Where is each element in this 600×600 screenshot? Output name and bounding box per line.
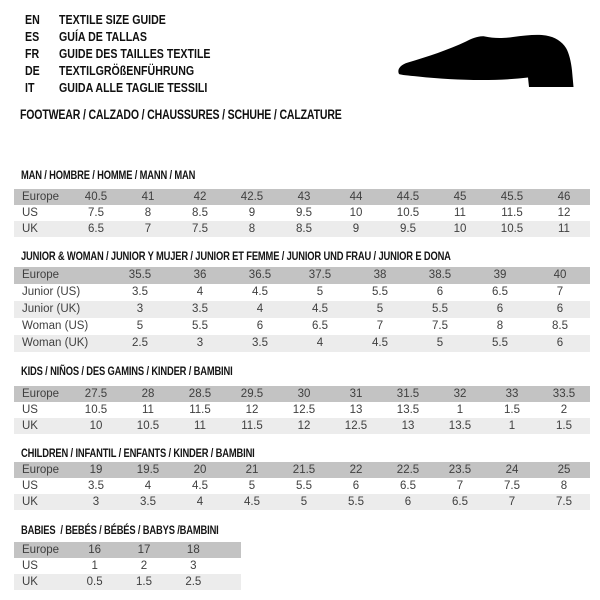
size-table-babies bbox=[14, 542, 241, 590]
size-cell: 5 bbox=[436, 337, 444, 349]
table-row bbox=[14, 462, 590, 478]
row-label: Junior (US) bbox=[22, 286, 81, 298]
language-title-list bbox=[25, 12, 243, 97]
size-cell: 21.5 bbox=[292, 464, 316, 476]
size-cell: 7 bbox=[376, 320, 384, 332]
size-cell: 5 bbox=[136, 320, 144, 332]
table-row bbox=[14, 574, 241, 590]
size-cell: 5.5 bbox=[192, 320, 208, 332]
table-row bbox=[14, 301, 590, 318]
size-cell: 31 bbox=[349, 388, 363, 400]
table-row bbox=[14, 418, 590, 434]
size-cell: 6 bbox=[352, 480, 360, 492]
size-cell: 5.5 bbox=[296, 480, 312, 492]
row-label: Europe bbox=[22, 191, 60, 203]
size-cell: 6 bbox=[556, 303, 564, 315]
table-row bbox=[14, 478, 590, 494]
size-cell: 10 bbox=[349, 207, 363, 219]
table-row bbox=[14, 335, 590, 352]
size-cell: 7.5 bbox=[556, 496, 572, 508]
size-cell: 11 bbox=[454, 207, 466, 219]
size-cell: 40 bbox=[553, 269, 567, 281]
size-cell: 3.5 bbox=[140, 496, 156, 508]
section-title-babies: BABIES / BEBÉS / BÉBÉS / BABYS /BAMBINI bbox=[21, 523, 219, 537]
language-code: DE bbox=[25, 64, 40, 78]
language-code: FR bbox=[25, 47, 40, 61]
size-cell: 3.5 bbox=[132, 286, 148, 298]
table-row bbox=[14, 205, 590, 221]
category-line: FOOTWEAR / CALZADO / CHAUSSURES / SCHUHE / CALZATURE bbox=[20, 107, 342, 122]
size-cell: 6.5 bbox=[452, 496, 468, 508]
size-cell: 9.5 bbox=[296, 207, 312, 219]
size-cell: 33 bbox=[505, 388, 519, 400]
size-cell: 38.5 bbox=[428, 269, 452, 281]
size-cell: 2 bbox=[140, 560, 148, 572]
row-label: Europe bbox=[22, 388, 60, 400]
size-cell: 13 bbox=[349, 404, 363, 416]
size-cell: 8.5 bbox=[192, 207, 208, 219]
size-cell: 42.5 bbox=[240, 191, 264, 203]
size-cell: 2 bbox=[560, 404, 568, 416]
size-cell: 12 bbox=[245, 404, 259, 416]
row-label: UK bbox=[22, 496, 38, 508]
size-cell: 3.5 bbox=[88, 480, 104, 492]
filler-cell bbox=[218, 558, 241, 574]
size-cell: 2.5 bbox=[132, 337, 148, 349]
size-cell: 8 bbox=[496, 320, 504, 332]
language-code: ES bbox=[25, 30, 40, 44]
language-row bbox=[25, 29, 211, 46]
size-cell: 45.5 bbox=[500, 191, 524, 203]
size-cell: 9 bbox=[248, 207, 256, 219]
table-row bbox=[14, 318, 590, 335]
size-cell: 17 bbox=[137, 544, 151, 556]
size-cell: 46 bbox=[557, 191, 571, 203]
size-cell: 33.5 bbox=[552, 388, 576, 400]
size-cell: 41 bbox=[141, 191, 155, 203]
language-title: TEXTILE SIZE GUIDE bbox=[59, 13, 166, 27]
size-cell: 8 bbox=[560, 480, 568, 492]
size-cell: 3 bbox=[196, 337, 204, 349]
size-cell: 5 bbox=[248, 480, 256, 492]
row-label: Junior (UK) bbox=[22, 303, 81, 315]
size-cell: 1.5 bbox=[556, 420, 572, 432]
language-title: GUÍA DE TALLAS bbox=[59, 30, 147, 44]
size-cell: 4.5 bbox=[312, 303, 328, 315]
row-label: Woman (US) bbox=[22, 320, 89, 332]
size-cell: 0.5 bbox=[86, 576, 103, 588]
size-cell: 40.5 bbox=[84, 191, 108, 203]
size-cell: 22.5 bbox=[396, 464, 420, 476]
size-cell: 8 bbox=[144, 207, 152, 219]
language-title: GUIDA ALLE TAGLIE TESSILI bbox=[59, 81, 208, 95]
size-cell: 35.5 bbox=[128, 269, 152, 281]
size-cell: 11.5 bbox=[501, 207, 523, 219]
size-cell: 12.5 bbox=[292, 404, 316, 416]
row-label: UK bbox=[22, 420, 38, 432]
size-cell: 6 bbox=[404, 496, 412, 508]
size-cell: 28.5 bbox=[188, 388, 212, 400]
size-cell: 3.5 bbox=[252, 337, 268, 349]
language-code: IT bbox=[25, 81, 35, 95]
table-row bbox=[14, 386, 590, 402]
size-table-man bbox=[14, 189, 590, 237]
size-cell: 5.5 bbox=[372, 286, 388, 298]
size-cell: 4.5 bbox=[192, 480, 208, 492]
size-cell: 1 bbox=[91, 560, 98, 572]
size-cell: 1 bbox=[508, 420, 516, 432]
language-title: GUIDE DES TAILLES TEXTILE bbox=[59, 47, 211, 61]
size-cell: 27.5 bbox=[84, 388, 108, 400]
size-table-junior-woman bbox=[14, 267, 590, 352]
size-cell: 38 bbox=[373, 269, 387, 281]
dress-shoe-icon bbox=[396, 31, 580, 93]
size-cell: 5 bbox=[316, 286, 324, 298]
size-cell: 19 bbox=[89, 464, 103, 476]
size-cell: 39 bbox=[493, 269, 507, 281]
size-cell: 5.5 bbox=[492, 337, 508, 349]
table-row bbox=[14, 402, 590, 418]
row-label: Europe bbox=[22, 269, 60, 281]
size-cell: 4 bbox=[196, 286, 204, 298]
size-cell: 4 bbox=[196, 496, 204, 508]
row-label: UK bbox=[22, 223, 38, 235]
size-cell: 18 bbox=[186, 544, 200, 556]
size-cell: 4 bbox=[316, 337, 324, 349]
row-label: US bbox=[22, 480, 38, 492]
table-row bbox=[14, 558, 241, 574]
size-cell: 11.5 bbox=[189, 404, 211, 416]
size-cell: 11 bbox=[142, 404, 154, 416]
size-cell: 10.5 bbox=[84, 404, 108, 416]
language-row bbox=[25, 46, 211, 63]
table-row bbox=[14, 267, 590, 284]
size-cell: 6.5 bbox=[400, 480, 416, 492]
size-cell: 6.5 bbox=[492, 286, 508, 298]
size-cell: 13.5 bbox=[396, 404, 420, 416]
size-cell: 44 bbox=[349, 191, 363, 203]
size-cell: 11 bbox=[194, 420, 206, 432]
size-cell: 7 bbox=[456, 480, 464, 492]
size-cell: 13.5 bbox=[448, 420, 472, 432]
row-label: Europe bbox=[22, 464, 60, 476]
size-cell: 22 bbox=[349, 464, 363, 476]
size-cell: 45 bbox=[453, 191, 467, 203]
table-row bbox=[14, 494, 590, 510]
table-row bbox=[14, 189, 590, 205]
size-cell: 37.5 bbox=[308, 269, 332, 281]
size-cell: 28 bbox=[141, 388, 155, 400]
size-cell: 16 bbox=[88, 544, 102, 556]
size-cell: 5.5 bbox=[348, 496, 364, 508]
size-cell: 31.5 bbox=[396, 388, 420, 400]
size-cell: 36.5 bbox=[248, 269, 272, 281]
size-cell: 23.5 bbox=[448, 464, 472, 476]
size-cell: 20 bbox=[193, 464, 207, 476]
size-cell: 6 bbox=[556, 337, 564, 349]
size-cell: 6 bbox=[496, 303, 504, 315]
row-label: UK bbox=[22, 576, 38, 588]
size-cell: 10 bbox=[89, 420, 103, 432]
size-cell: 5 bbox=[300, 496, 308, 508]
size-cell: 21 bbox=[245, 464, 259, 476]
size-cell: 44.5 bbox=[396, 191, 420, 203]
size-cell: 9.5 bbox=[400, 223, 416, 235]
size-table-children bbox=[14, 462, 590, 510]
row-label: Europe bbox=[22, 544, 60, 556]
size-cell: 5 bbox=[376, 303, 384, 315]
size-cell: 7.5 bbox=[192, 223, 208, 235]
size-cell: 4.5 bbox=[244, 496, 260, 508]
filler-cell bbox=[218, 542, 241, 558]
size-cell: 7.5 bbox=[504, 480, 520, 492]
size-cell: 12 bbox=[297, 420, 311, 432]
size-cell: 12.5 bbox=[344, 420, 368, 432]
size-cell: 30 bbox=[297, 388, 311, 400]
table-row bbox=[14, 221, 590, 237]
size-table-kids bbox=[14, 386, 590, 434]
size-cell: 8.5 bbox=[552, 320, 568, 332]
size-cell: 43 bbox=[297, 191, 311, 203]
section-title-man: MAN / HOMBRE / HOMME / MANN / MAN bbox=[21, 168, 196, 182]
size-cell: 4 bbox=[144, 480, 152, 492]
size-cell: 7 bbox=[556, 286, 564, 298]
size-cell: 7.5 bbox=[88, 207, 104, 219]
size-cell: 24 bbox=[505, 464, 519, 476]
size-cell: 3 bbox=[190, 560, 197, 572]
size-cell: 12 bbox=[557, 207, 571, 219]
row-label: US bbox=[22, 560, 38, 572]
size-cell: 7 bbox=[144, 223, 152, 235]
section-title-kids: KIDS / NIÑOS / DES GAMINS / KINDER / BAMBINI bbox=[21, 364, 233, 378]
size-cell: 3.5 bbox=[192, 303, 208, 315]
section-title-junior-woman: JUNIOR & WOMAN / JUNIOR Y MUJER / JUNIOR ET FEMME / JUNIOR UND FRAU / JUNIOR E DONA bbox=[21, 249, 451, 263]
size-cell: 19.5 bbox=[136, 464, 160, 476]
size-cell: 42 bbox=[193, 191, 207, 203]
table-row bbox=[14, 542, 241, 558]
row-label: Woman (UK) bbox=[22, 337, 89, 349]
size-cell: 4.5 bbox=[252, 286, 268, 298]
section-title-children: CHILDREN / INFANTIL / ENFANTS / KINDER / BAMBINI bbox=[21, 446, 255, 460]
size-cell: 5.5 bbox=[432, 303, 448, 315]
size-cell: 10.5 bbox=[136, 420, 160, 432]
size-cell: 4.5 bbox=[372, 337, 388, 349]
size-cell: 2.5 bbox=[185, 576, 202, 588]
size-cell: 8 bbox=[248, 223, 256, 235]
size-cell: 3 bbox=[136, 303, 144, 315]
size-cell: 7 bbox=[508, 496, 516, 508]
size-cell: 1.5 bbox=[135, 576, 152, 588]
size-cell: 25 bbox=[557, 464, 571, 476]
language-title: TEXTILGRÖßENFÜHRUNG bbox=[59, 64, 195, 78]
size-cell: 8.5 bbox=[296, 223, 312, 235]
size-cell: 32 bbox=[453, 388, 467, 400]
size-cell: 6.5 bbox=[312, 320, 328, 332]
size-cell: 6 bbox=[436, 286, 444, 298]
size-cell: 13 bbox=[401, 420, 415, 432]
size-cell: 10.5 bbox=[396, 207, 420, 219]
table-row bbox=[14, 284, 590, 301]
filler-cell bbox=[218, 574, 241, 590]
row-label: US bbox=[22, 404, 38, 416]
size-cell: 9 bbox=[352, 223, 360, 235]
size-cell: 11.5 bbox=[241, 420, 263, 432]
size-cell: 36 bbox=[193, 269, 207, 281]
language-row bbox=[25, 12, 211, 29]
size-cell: 10.5 bbox=[500, 223, 524, 235]
size-cell: 3 bbox=[92, 496, 100, 508]
size-cell: 4 bbox=[256, 303, 264, 315]
size-cell: 1 bbox=[456, 404, 464, 416]
size-cell: 29.5 bbox=[240, 388, 264, 400]
size-cell: 7.5 bbox=[432, 320, 448, 332]
language-row bbox=[25, 80, 211, 97]
size-cell: 6 bbox=[256, 320, 264, 332]
size-cell: 10 bbox=[453, 223, 467, 235]
size-cell: 11 bbox=[558, 223, 570, 235]
language-row bbox=[25, 63, 211, 80]
language-code: EN bbox=[25, 13, 40, 27]
size-cell: 6.5 bbox=[88, 223, 104, 235]
size-cell: 1.5 bbox=[504, 404, 520, 416]
row-label: US bbox=[22, 207, 38, 219]
